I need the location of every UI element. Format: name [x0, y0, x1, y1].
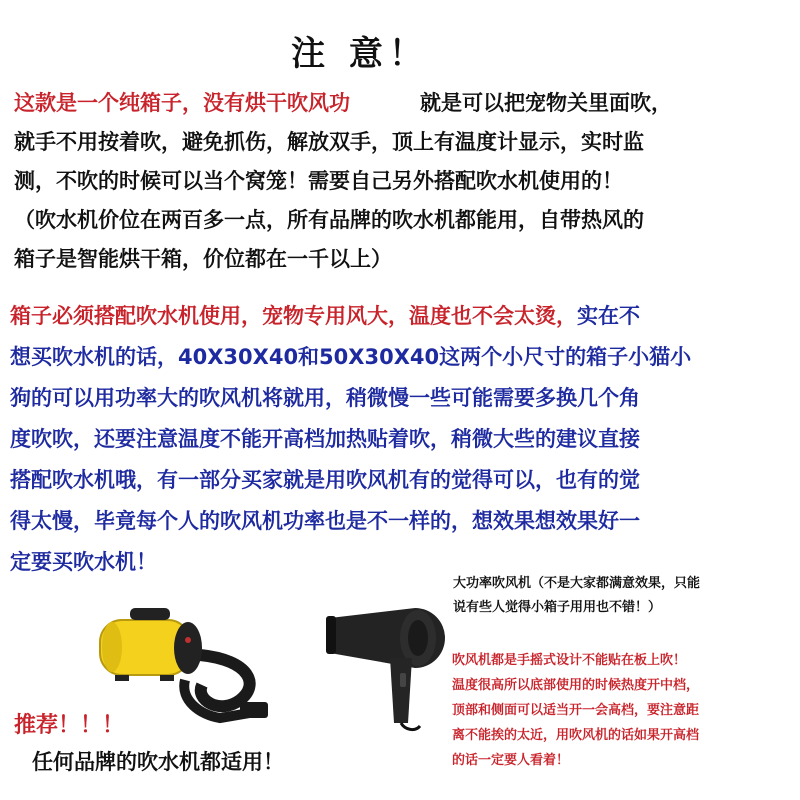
- dryer-note-line-2: 说有些人觉得小箱子用用也不错！）: [453, 600, 662, 615]
- recommend-label: 推荐！！！: [14, 713, 125, 738]
- page-title: 注 意！: [291, 34, 429, 74]
- intro-line-1-black: 就是可以把宠物关里面吹，: [420, 91, 672, 115]
- intro-line-2: 就手不用按着吹，避免抓伤，解放双手，顶上有温度计显示，实时监: [14, 130, 644, 154]
- intro-paragraph: [14, 84, 794, 279]
- dryer-note: [453, 572, 798, 620]
- intro-line-1-red: 这款是一个纯箱子，没有烘干吹风功: [14, 91, 350, 115]
- notice-line-2: 想买吹水机的话，40X30X40和50X30X40这两个小尺寸的箱子小猫小: [10, 345, 692, 369]
- notice-paragraph: [10, 296, 795, 583]
- hair-dryer-icon: [320, 598, 460, 742]
- recommend-text: 任何品牌的吹水机都适用！: [32, 750, 284, 774]
- notice-line-1-blue: 实在不: [577, 304, 640, 328]
- intro-line-4: （吹水机价位在两百多一点，所有品牌的吹水机都能用，自带热风的: [14, 208, 644, 232]
- dryer-warning-line-5: 的话一定要人看着！: [452, 753, 570, 768]
- dryer-note-line-1: 大功率吹风机（不是大家都满意效果，只能: [453, 576, 701, 591]
- intro-line-1: [14, 84, 794, 123]
- notice-line-1: [10, 296, 795, 337]
- intro-line-3: 测，不吹的时候可以当个窝笼！需要自己另外搭配吹水机使用的！: [14, 169, 623, 193]
- notice-line-4: 度吹吹，还要注意温度不能开高档加热贴着吹，稍微大些的建议直接: [10, 427, 640, 451]
- notice-line-3: 狗的可以用功率大的吹风机将就用，稍微慢一些可能需要多换几个角: [10, 386, 640, 410]
- dryer-warning-line-3: 顶部和侧面可以适当开一会高档，要注意距: [452, 703, 700, 718]
- notice-line-1-red: 箱子必须搭配吹水机使用，宠物专用风大，温度也不会太烫，: [10, 304, 577, 328]
- notice-line-5: 搭配吹水机哦，有一部分买家就是用吹风机有的觉得可以，也有的觉: [10, 468, 640, 492]
- notice-line-6: 得太慢，毕竟每个人的吹风机功率也是不一样的，想效果想效果好一: [10, 509, 640, 533]
- dryer-warning-line-1: 吹风机都是手摇式设计不能贴在板上吹！: [452, 653, 687, 668]
- dryer-warning: [452, 648, 797, 773]
- dryer-warning-line-2: 温度很高所以底部使用的时候热度开中档，: [452, 678, 700, 693]
- dryer-warning-line-4: 离不能挨的太近，用吹风机的话如果开高档: [452, 728, 700, 743]
- intro-line-5: 箱子是智能烘干箱，价位都在一千以上）: [14, 247, 392, 271]
- notice-line-7: 定要买吹水机！: [10, 550, 157, 574]
